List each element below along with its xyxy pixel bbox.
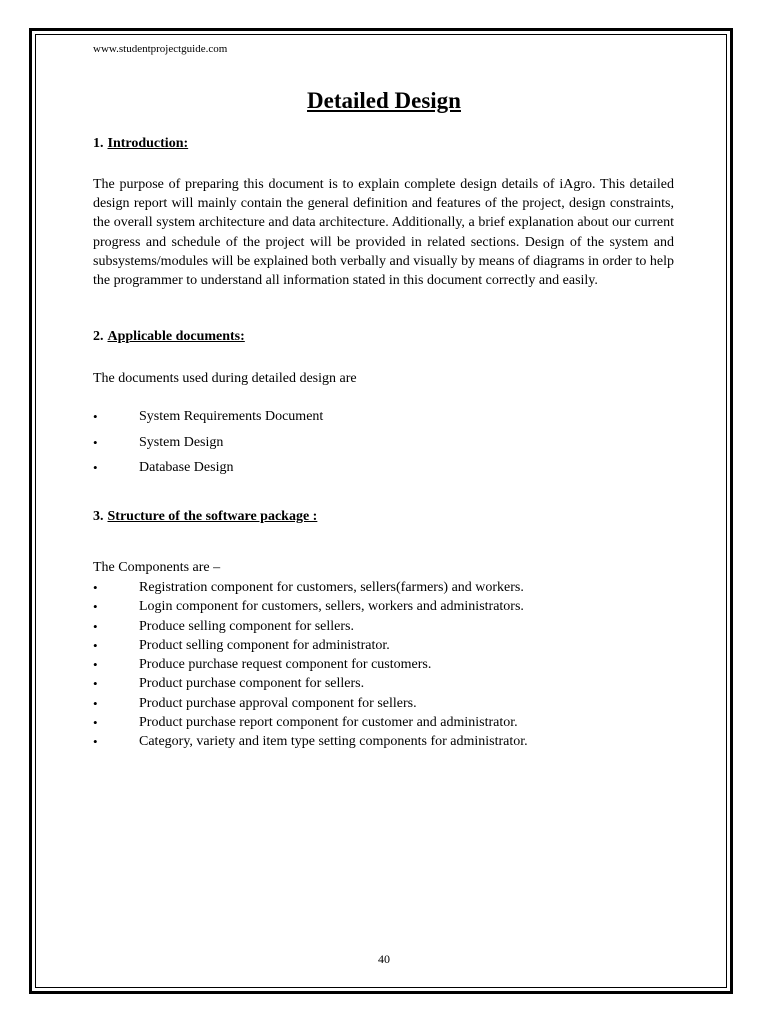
list-item-text: Database Design [139, 460, 234, 475]
list-item [93, 674, 674, 693]
bullet-icon: • [93, 715, 98, 731]
introduction-paragraph: The purpose of preparing this document is to explain complete design details of iAgro. This detailed design report will mainly contain the general definition and features of the project, design constraints, the overall system architecture and data architecture. Additionally, a brief explanation about our current progress and schedule of the project will be provided in related sections. Design of the system and subsystems/modules will be explained both verbally and visually by means of diagrams in order to help the programmer to understand all information stated in this document correctly and easily. [93, 177, 674, 289]
bullet-icon: • [93, 460, 98, 475]
list-item-text: Registration component for customers, sellers(farmers) and workers. [139, 580, 524, 595]
applicable-documents-list [93, 407, 674, 484]
list-item [93, 578, 674, 597]
list-item [93, 636, 674, 655]
list-item-text: Category, variety and item type setting components for administrator. [139, 734, 528, 750]
list-item-text: Product purchase approval component for sellers. [139, 695, 417, 711]
bullet-icon: • [93, 434, 98, 450]
list-item [93, 694, 674, 713]
section-label: Introduction: [107, 136, 189, 151]
list-item-text: Produce purchase request component for customers. [139, 657, 432, 673]
list-item [93, 617, 674, 636]
list-item-text: Product purchase component for sellers. [139, 676, 365, 692]
list-item [93, 407, 674, 433]
components-list [93, 578, 674, 752]
applicable-documents-intro: The documents used during detailed design are [93, 371, 357, 386]
bullet-icon: • [93, 676, 98, 692]
list-item [93, 732, 674, 751]
bullet-icon: • [93, 657, 98, 673]
bullet-icon: • [93, 618, 98, 634]
bullet-icon: • [93, 409, 98, 424]
bullet-icon: • [93, 734, 98, 750]
list-item-text: Product selling component for administrator. [139, 637, 390, 653]
bullet-icon: • [93, 580, 98, 595]
section-number: 2. [93, 329, 104, 344]
list-item [93, 713, 674, 732]
list-item [93, 597, 674, 616]
list-item-text: System Requirements Document [139, 409, 324, 424]
section-label: Structure of the software package : [107, 509, 318, 524]
components-intro: The Components are – [93, 560, 221, 575]
list-item-text: System Design [139, 434, 224, 450]
bullet-icon: • [93, 637, 98, 653]
bullet-icon: • [93, 599, 98, 615]
bullet-icon: • [93, 695, 98, 711]
header-url: www.studentprojectguide.com [93, 43, 228, 55]
section-heading-applicable-documents [93, 329, 245, 345]
list-item-text: Product purchase report component for customer and administrator. [139, 715, 518, 731]
section-heading-introduction [93, 136, 188, 152]
page-number: 40 [378, 952, 390, 966]
section-number: 3. [93, 509, 104, 524]
list-item-text: Produce selling component for sellers. [139, 618, 355, 634]
list-item-text: Login component for customers, sellers, workers and administrators. [139, 599, 524, 615]
page-title: Detailed Design [307, 88, 461, 113]
list-item [93, 433, 674, 459]
section-label: Applicable documents: [107, 329, 245, 344]
section-number: 1. [93, 136, 104, 151]
section-heading-structure [93, 509, 317, 525]
list-item [93, 655, 674, 674]
list-item [93, 458, 674, 484]
